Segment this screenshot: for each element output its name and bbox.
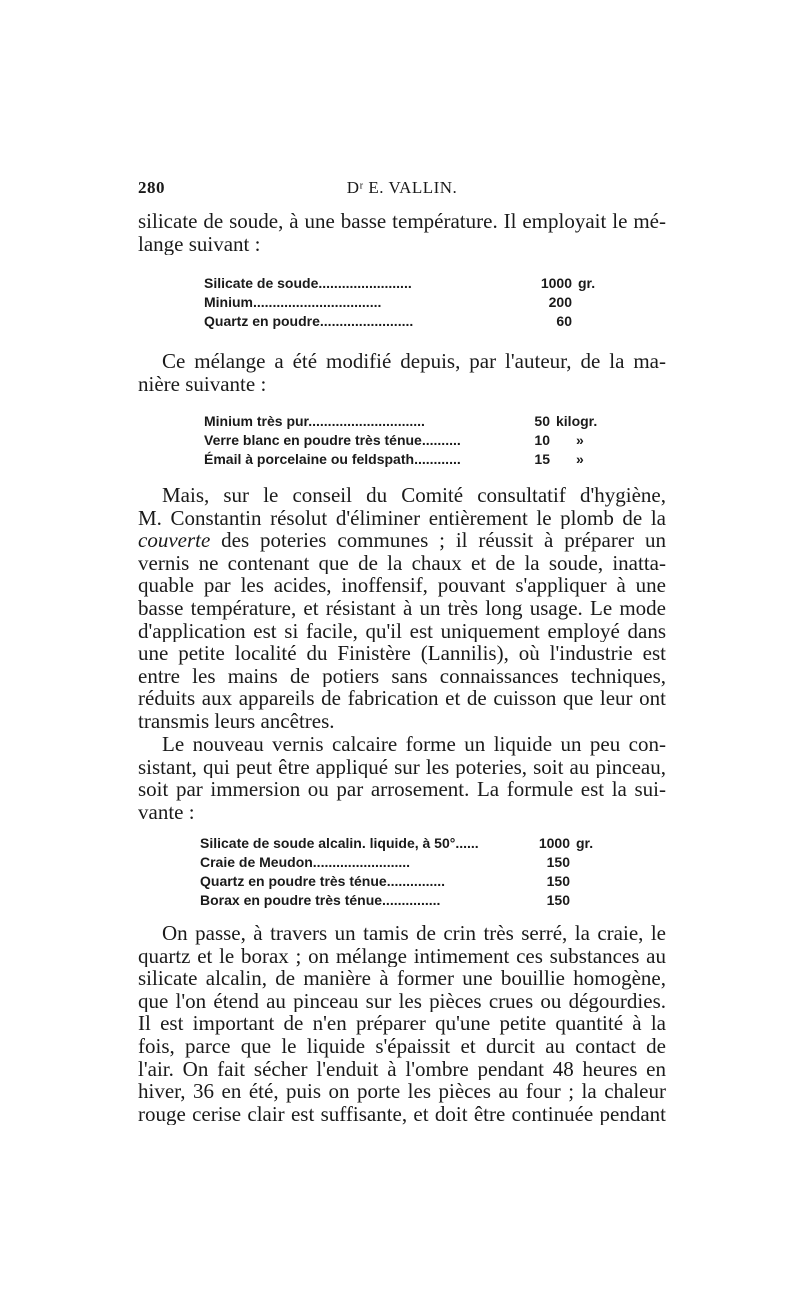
text-line: fois, parce que le liquide s'épaissit et durcit au contact de <box>138 1034 666 1058</box>
ingredient-unit: » <box>576 432 584 448</box>
ingredient-quantity: 15 <box>534 451 550 467</box>
text-line: lange suivant : <box>138 232 261 256</box>
ingredient-quantity: 1000 <box>538 835 570 851</box>
ingredient-name: Silicate de soude <box>204 275 319 291</box>
paragraph-2 <box>138 350 666 395</box>
page-header <box>138 178 666 202</box>
recipe-row <box>200 872 593 891</box>
text-line: Le nouveau vernis calcaire forme un liquide un peu con- <box>162 733 666 756</box>
ingredient-unit <box>570 853 576 872</box>
ingredient-name: Craie de Meudon <box>200 854 313 870</box>
text-line: que l'on étend au pinceau sur les pièces crues ou dégourdies. <box>138 989 666 1013</box>
text-line: l'air. On fait sécher l'enduit à l'ombre pendant 48 heures en <box>138 1057 666 1081</box>
ingredient-unit <box>570 891 576 910</box>
recipe-row <box>200 834 593 853</box>
paragraph-5 <box>138 922 666 1125</box>
dot-leader: ................................. <box>253 294 382 310</box>
text-line: transmis leurs ancêtres. <box>138 709 335 733</box>
text-line: quartz et le borax ; on mélange intimement ces substances au <box>138 944 666 968</box>
ingredient-unit: » <box>576 451 584 467</box>
ingredient-name: Minium très pur <box>204 413 309 429</box>
dot-leader: ........................ <box>319 313 414 329</box>
ingredient-quantity: 1000 <box>540 275 572 291</box>
ingredient-quantity: 150 <box>546 873 570 889</box>
dot-leader: ........................ <box>318 275 412 291</box>
dot-leader: ............... <box>382 892 441 908</box>
text-line: rouge cerise clair est suffisante, et doit être continuée pendant <box>138 1102 666 1126</box>
ingredient-name: Émail à porcelaine ou feldspath <box>204 451 415 467</box>
ingredient-name: Borax en poudre très ténue <box>200 892 383 908</box>
ingredient-unit: gr. <box>576 835 594 851</box>
text-line <box>138 529 666 552</box>
ingredient-quantity: 150 <box>546 854 570 870</box>
text-line: silicate alcalin, de manière à former une bouillie homogène, <box>138 967 666 990</box>
text-line: Ce mélange a été modifié depuis, par l'auteur, de la ma- <box>162 350 666 373</box>
recipe-row <box>200 853 593 872</box>
text-line: soit par immersion ou par arrosement. La formule est la sui- <box>138 778 666 801</box>
page-number: 280 <box>138 178 165 197</box>
dot-leader: .......... <box>421 432 461 448</box>
text-line: vante : <box>138 800 195 824</box>
text-line: sistant, qui peut être appliqué sur les poteries, soit au pinceau, <box>138 755 666 779</box>
text-line: une petite localité du Finistère (Lannilis), où l'industrie est <box>138 642 666 665</box>
text-line: basse température, et résistant à un très long usage. Le mode <box>138 596 666 620</box>
text-line: hiver, 36 en été, puis on porte les pièces au four ; la chaleur <box>138 1080 666 1103</box>
text-line: réduits aux appareils de fabrication et de cuisson que leur ont <box>138 687 666 710</box>
recipe-row <box>204 274 595 293</box>
italic-term: couverte <box>138 529 211 552</box>
recipe-row <box>204 450 597 469</box>
running-title: Dʳ E. VALLIN. <box>346 178 458 197</box>
text-line: nière suivante : <box>138 372 267 396</box>
ingredient-name: Quartz en poudre très ténue <box>200 873 387 889</box>
recipe-table-2 <box>204 412 597 469</box>
ingredient-quantity: 50 <box>534 413 550 429</box>
dot-leader: ...... <box>455 835 479 851</box>
ingredient-unit: gr. <box>578 275 596 291</box>
dot-leader: ............... <box>386 873 446 889</box>
text-line: vernis ne contenant que de la chaux et de la soude, inatta- <box>138 551 666 575</box>
recipe-row <box>200 891 593 910</box>
text-line: Il est important de n'en préparer qu'une petite quantité à la <box>138 1012 666 1035</box>
ingredient-unit <box>572 293 578 312</box>
ingredient-unit: kilogr. <box>556 413 598 429</box>
text-line: M. Constantin résolut d'éliminer entièrement le plomb de la <box>138 506 666 530</box>
recipe-row <box>204 293 595 312</box>
ingredient-unit <box>572 312 578 331</box>
intro-paragraph <box>138 210 666 255</box>
ingredient-name: Silicate de soude alcalin. liquide, à 50° <box>200 835 456 851</box>
paragraph-4 <box>138 733 666 823</box>
ingredient-quantity: 200 <box>548 294 572 310</box>
text-line: entre les mains de potiers sans connaissances techniques, <box>138 664 666 688</box>
ingredient-name: Quartz en poudre <box>204 313 320 329</box>
text-line: d'application est si facile, qu'il est uniquement employé dans <box>138 619 666 643</box>
recipe-row <box>204 412 597 431</box>
text-line: silicate de soude, à une basse température. Il employait le mé- <box>138 210 666 233</box>
text-line: quable par les acides, inoffensif, pouvant s'appliquer à une <box>138 574 666 597</box>
recipe-row <box>204 312 595 331</box>
recipe-table-3 <box>200 834 593 910</box>
text-span: des poteries communes ; il réussit à préparer un <box>210 529 666 552</box>
dot-leader: ............ <box>414 451 461 467</box>
ingredient-quantity: 60 <box>556 313 572 329</box>
text-line: Mais, sur le conseil du Comité consultatif d'hygiène, <box>162 484 666 507</box>
ingredient-unit <box>570 872 576 891</box>
ingredient-quantity: 150 <box>546 892 570 908</box>
dot-leader: .............................. <box>308 413 425 429</box>
paragraph-3 <box>138 484 666 733</box>
ingredient-name: Verre blanc en poudre très ténue <box>204 432 422 448</box>
dot-leader: ......................... <box>312 854 411 870</box>
text-line: On passe, à travers un tamis de crin très serré, la craie, le <box>162 922 666 945</box>
ingredient-quantity: 10 <box>534 432 550 448</box>
ingredient-name: Minium <box>204 294 253 310</box>
recipe-table-1 <box>204 274 595 331</box>
recipe-row <box>204 431 597 450</box>
